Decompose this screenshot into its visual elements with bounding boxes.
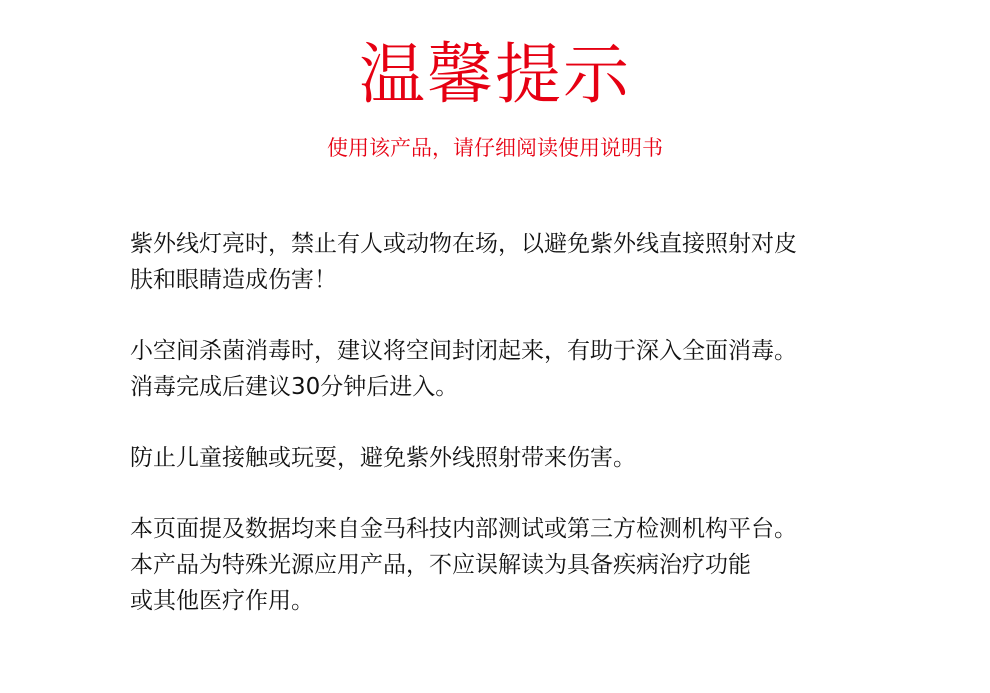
notice-line: 消毒完成后建议30分钟后进入。 xyxy=(130,374,459,400)
notice-paragraph-children xyxy=(130,440,890,476)
notice-paragraph-uv-safety xyxy=(130,226,890,298)
page-title: 温馨提示 xyxy=(359,36,631,113)
notice-line: 或其他医疗作用。 xyxy=(130,588,314,614)
notice-line: 本产品为特殊光源应用产品，不应误解读为具备疾病治疗功能 xyxy=(130,552,751,578)
notice-line: 肤和眼睛造成伤害！ xyxy=(130,267,337,293)
notice-line: 小空间杀菌消毒时，建议将空间封闭起来，有助于深入全面消毒。 xyxy=(130,338,797,364)
notice-body xyxy=(130,226,890,654)
notice-line: 防止儿童接触或玩耍，避免紫外线照射带来伤害。 xyxy=(130,445,636,471)
notice-paragraph-disclaimer xyxy=(130,511,890,619)
page-subtitle: 使用该产品，请仔细阅读使用说明书 xyxy=(327,136,663,160)
notice-line: 本页面提及数据均来自金马科技内部测试或第三方检测机构平台。 xyxy=(130,516,797,542)
notice-paragraph-small-space xyxy=(130,333,890,405)
notice-line: 紫外线灯亮时，禁止有人或动物在场，以避免紫外线直接照射对皮 xyxy=(130,231,797,257)
